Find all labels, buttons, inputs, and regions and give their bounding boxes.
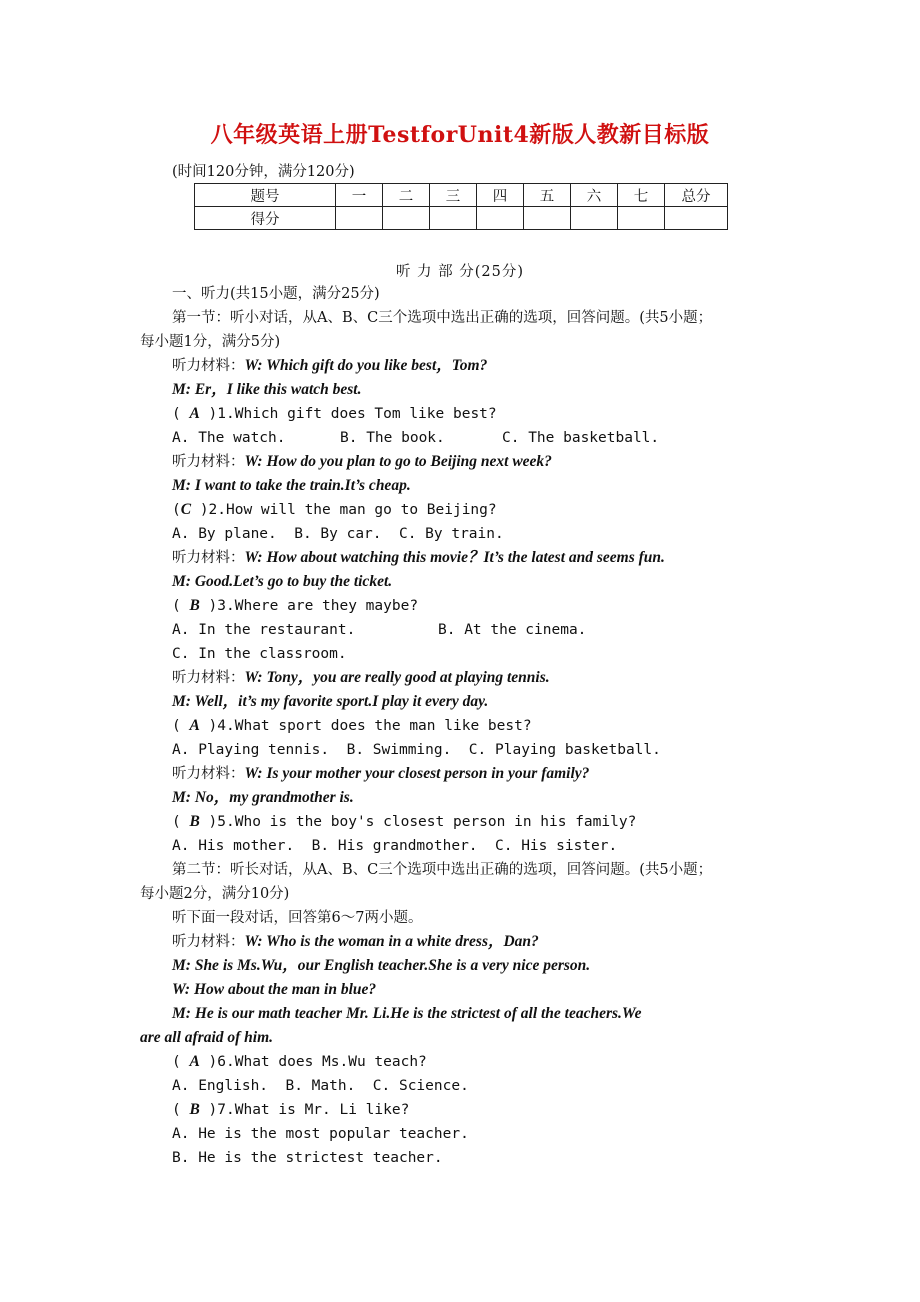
q7-stem: ( B )7.What is Mr. Li like? [172,1101,410,1118]
dialog-w2 [172,980,376,1000]
answer: B [189,813,200,830]
option-b: B. At the cinema. [438,622,587,638]
cell-total: 总分 [665,184,728,207]
script-text: M: She is Ms.Wu，our English teacher.She is a very nice person. [172,957,591,974]
score-table-score-row [195,207,728,230]
cell-col-7: 七 [618,184,665,207]
q3-option-c: C. In the classroom. [172,646,347,662]
score-cell [430,207,477,230]
script-text: M: Well，it’s my favorite sport.I play it every day. [172,693,489,710]
score-cell [571,207,618,230]
answer: A [189,405,200,422]
q6-stem: ( A )6.What does Ms.Wu teach? [172,1053,427,1070]
q6-options: A. English. B. Math. C. Science. [172,1078,469,1094]
score-cell [336,207,383,230]
cell-score-label: 得分 [195,207,336,230]
answer: B [189,1101,200,1118]
script-label: 听力材料： [172,454,245,470]
answer: B [189,597,200,614]
q7-option-a: A. He is the most popular teacher. [172,1126,469,1142]
section-heading: 听 力 部 分(25分) [395,264,525,280]
q3-options [172,620,586,640]
q1-script-w [172,356,487,376]
q4-script-m [172,692,488,712]
script-text: W: How about watching this movie？It’s the latest and seems fun. [244,549,665,566]
cell-col-6: 六 [571,184,618,207]
question-text: )3.Where are they maybe? [208,598,419,614]
q5-stem: ( B )5.Who is the boy's closest person in his family? [172,813,637,830]
document-title: 八年级英语上册TestforUnit4新版人教新目标版 [210,122,710,148]
q5-script-m [172,788,354,808]
q1-stem: ( A )1.Which gift does Tom like best? [172,405,497,422]
cell-col-4: 四 [477,184,524,207]
option-a: A. The watch. [172,430,286,446]
question-text: )6.What does Ms.Wu teach? [208,1054,427,1070]
score-cell [524,207,571,230]
script-label: 听力材料： [172,358,245,374]
q3-script-m [172,572,392,592]
answer: A [189,717,200,734]
q3-script-w [172,548,665,568]
sec2-intro: 第二节：听长对话，从A、B、C三个选项中选出正确的选项，回答问题。(共5小题； [172,862,713,878]
script-label: 听力材料： [172,670,245,686]
question-text: )5.Who is the boy's closest person in his family? [208,814,637,830]
score-table-header-row [195,184,728,207]
script-text: W: Tony，you are really good at playing tennis. [244,669,550,686]
option-a: A. In the restaurant. [172,622,356,638]
script-text: W: Who is the woman in a white dress，Dan? [244,933,539,950]
q5-options: A. His mother. B. His grandmother. C. His sister. [172,838,618,854]
sec1-intro-cont: 每小题1分，满分5分) [140,334,281,350]
question-text: )4.What sport does the man like best? [208,718,532,734]
cell-question-label: 题号 [195,184,336,207]
score-cell-total [665,207,728,230]
option-c: C. The basketball. [502,430,660,446]
script-text: are all afraid of him. [140,1029,274,1046]
time-score-info: (时间120分钟，满分120分) [172,164,355,180]
sec2-intro-cont: 每小题2分，满分10分) [140,886,290,902]
script-text: M: Good.Let’s go to buy the ticket. [172,573,393,590]
option-b: B. The book. [340,430,445,446]
dialog-m2 [172,1004,641,1024]
q7-option-b: B. He is the strictest teacher. [172,1150,443,1166]
script-text: M: Er，I like this watch best. [172,381,362,398]
script-label: 听力材料： [172,934,245,950]
q3-stem: ( B )3.Where are they maybe? [172,597,419,614]
question-text: )2.How will the man go to Beijing? [199,502,497,518]
cell-col-1: 一 [336,184,383,207]
question-text: )1.Which gift does Tom like best? [208,406,497,422]
dialog-w1 [172,932,539,952]
script-label: 听力材料： [172,766,245,782]
score-cell [477,207,524,230]
q2-script-m [172,476,411,496]
cell-col-3: 三 [430,184,477,207]
q4-stem: ( A )4.What sport does the man like best? [172,717,532,734]
script-label: 听力材料： [172,550,245,566]
score-cell [618,207,665,230]
q5-script-w [172,764,589,784]
script-text: W: Is your mother your closest person in your family? [244,765,590,782]
script-text: M: He is our math teacher Mr. Li.He is the strictest of all the teachers.We [172,1005,642,1022]
sec1-intro: 第一节：听小对话，从A、B、C三个选项中选出正确的选项，回答问题。(共5小题； [172,310,713,326]
script-text: W: Which gift do you like best，Tom? [244,357,488,374]
dialog-m2-cont [140,1028,273,1048]
script-text: M: I want to take the train.It’s cheap. [172,477,411,494]
answer: A [189,1053,200,1070]
score-table [194,183,728,230]
dialog-m1 [172,956,590,976]
part1-heading: 一、听力(共15小题，满分25分) [172,286,380,302]
question-text: )7.What is Mr. Li like? [208,1102,410,1118]
q4-script-w [172,668,550,688]
script-text: W: How about the man in blue? [172,981,377,998]
q4-options: A. Playing tennis. B. Swimming. C. Playing basketball. [172,742,661,758]
script-text: M: No，my grandmother is. [172,789,354,806]
q2-stem: (C )2.How will the man go to Beijing? [172,501,497,518]
q2-options: A. By plane. B. By car. C. By train. [172,526,504,542]
q1-script-m [172,380,361,400]
score-cell [383,207,430,230]
script-text: W: How do you plan to go to Beijing next week? [244,453,552,470]
q1-options [172,428,659,448]
cell-col-5: 五 [524,184,571,207]
answer: C [180,501,192,518]
sec2-sub-instruction: 听下面一段对话，回答第6～7两小题。 [172,910,423,926]
q2-script-w [172,452,552,472]
cell-col-2: 二 [383,184,430,207]
